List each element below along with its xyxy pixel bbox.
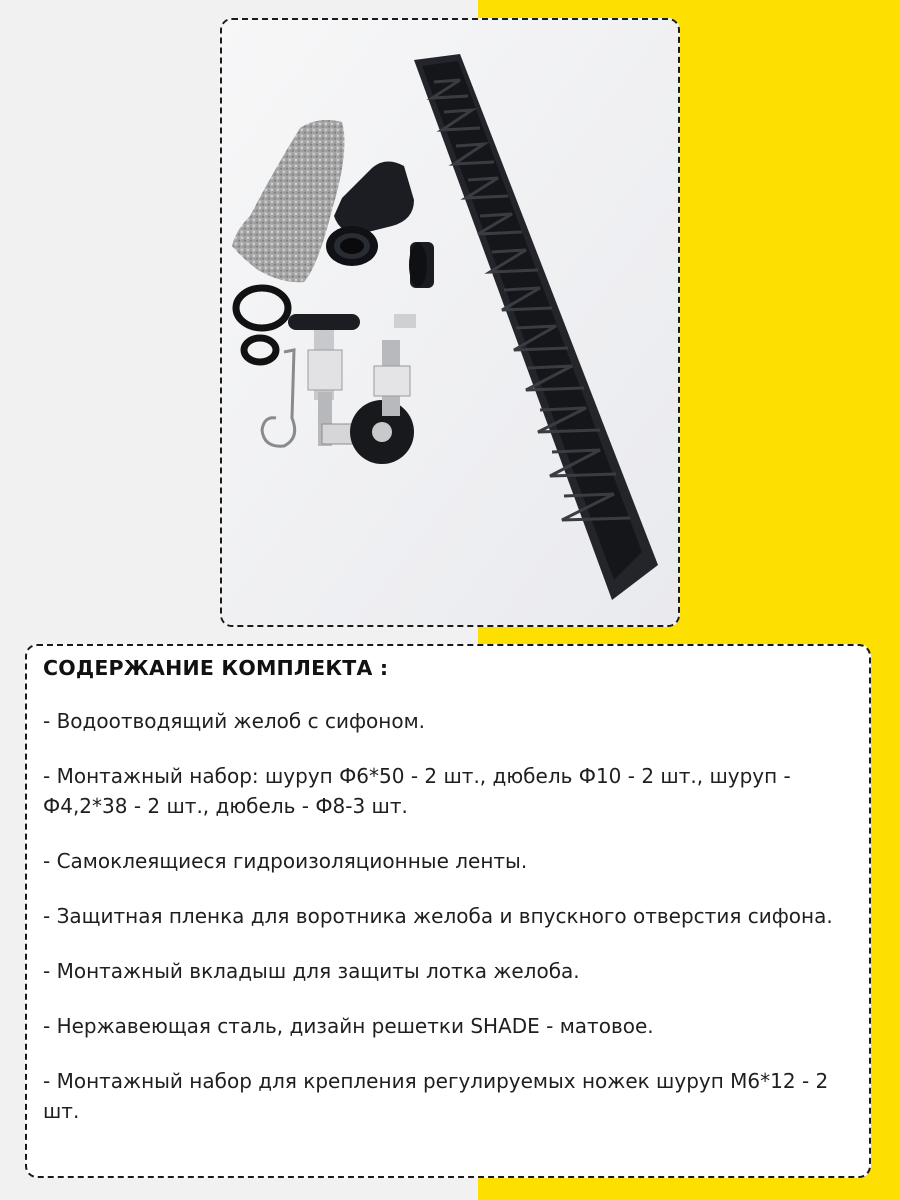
product-photo-frame bbox=[220, 18, 680, 627]
kit-item-mounting-insert: - Монтажный вкладыш для защиты лотка желоба. bbox=[43, 959, 580, 983]
kit-contents-box bbox=[25, 644, 871, 1178]
product-photo-icon bbox=[222, 20, 678, 625]
kit-contents-heading: СОДЕРЖАНИЕ КОМПЛЕКТА : bbox=[43, 656, 389, 680]
kit-item-feet-mounting-set: - Монтажный набор для крепления регулируемых ножек шуруп М6*12 - 2 шт. bbox=[43, 1069, 829, 1123]
kit-item-waterproof-tapes: - Самоклеящиеся гидроизоляционные ленты. bbox=[43, 849, 528, 873]
kit-item-mounting-set: - Монтажный набор: шуруп Ф6*50 - 2 шт., дюбель Ф10 - 2 шт., шуруп - Ф4,2*38 - 2 шт., дюбель - Ф8-3 шт. bbox=[43, 764, 791, 818]
kit-item-protective-film: - Защитная пленка для воротника желоба и впускного отверстия сифона. bbox=[43, 904, 833, 928]
kit-item-steel-grate: - Нержавеющая сталь, дизайн решетки SHADE - матовое. bbox=[43, 1014, 654, 1038]
kit-item-drain: - Водоотводящий желоб с сифоном. bbox=[43, 709, 426, 733]
